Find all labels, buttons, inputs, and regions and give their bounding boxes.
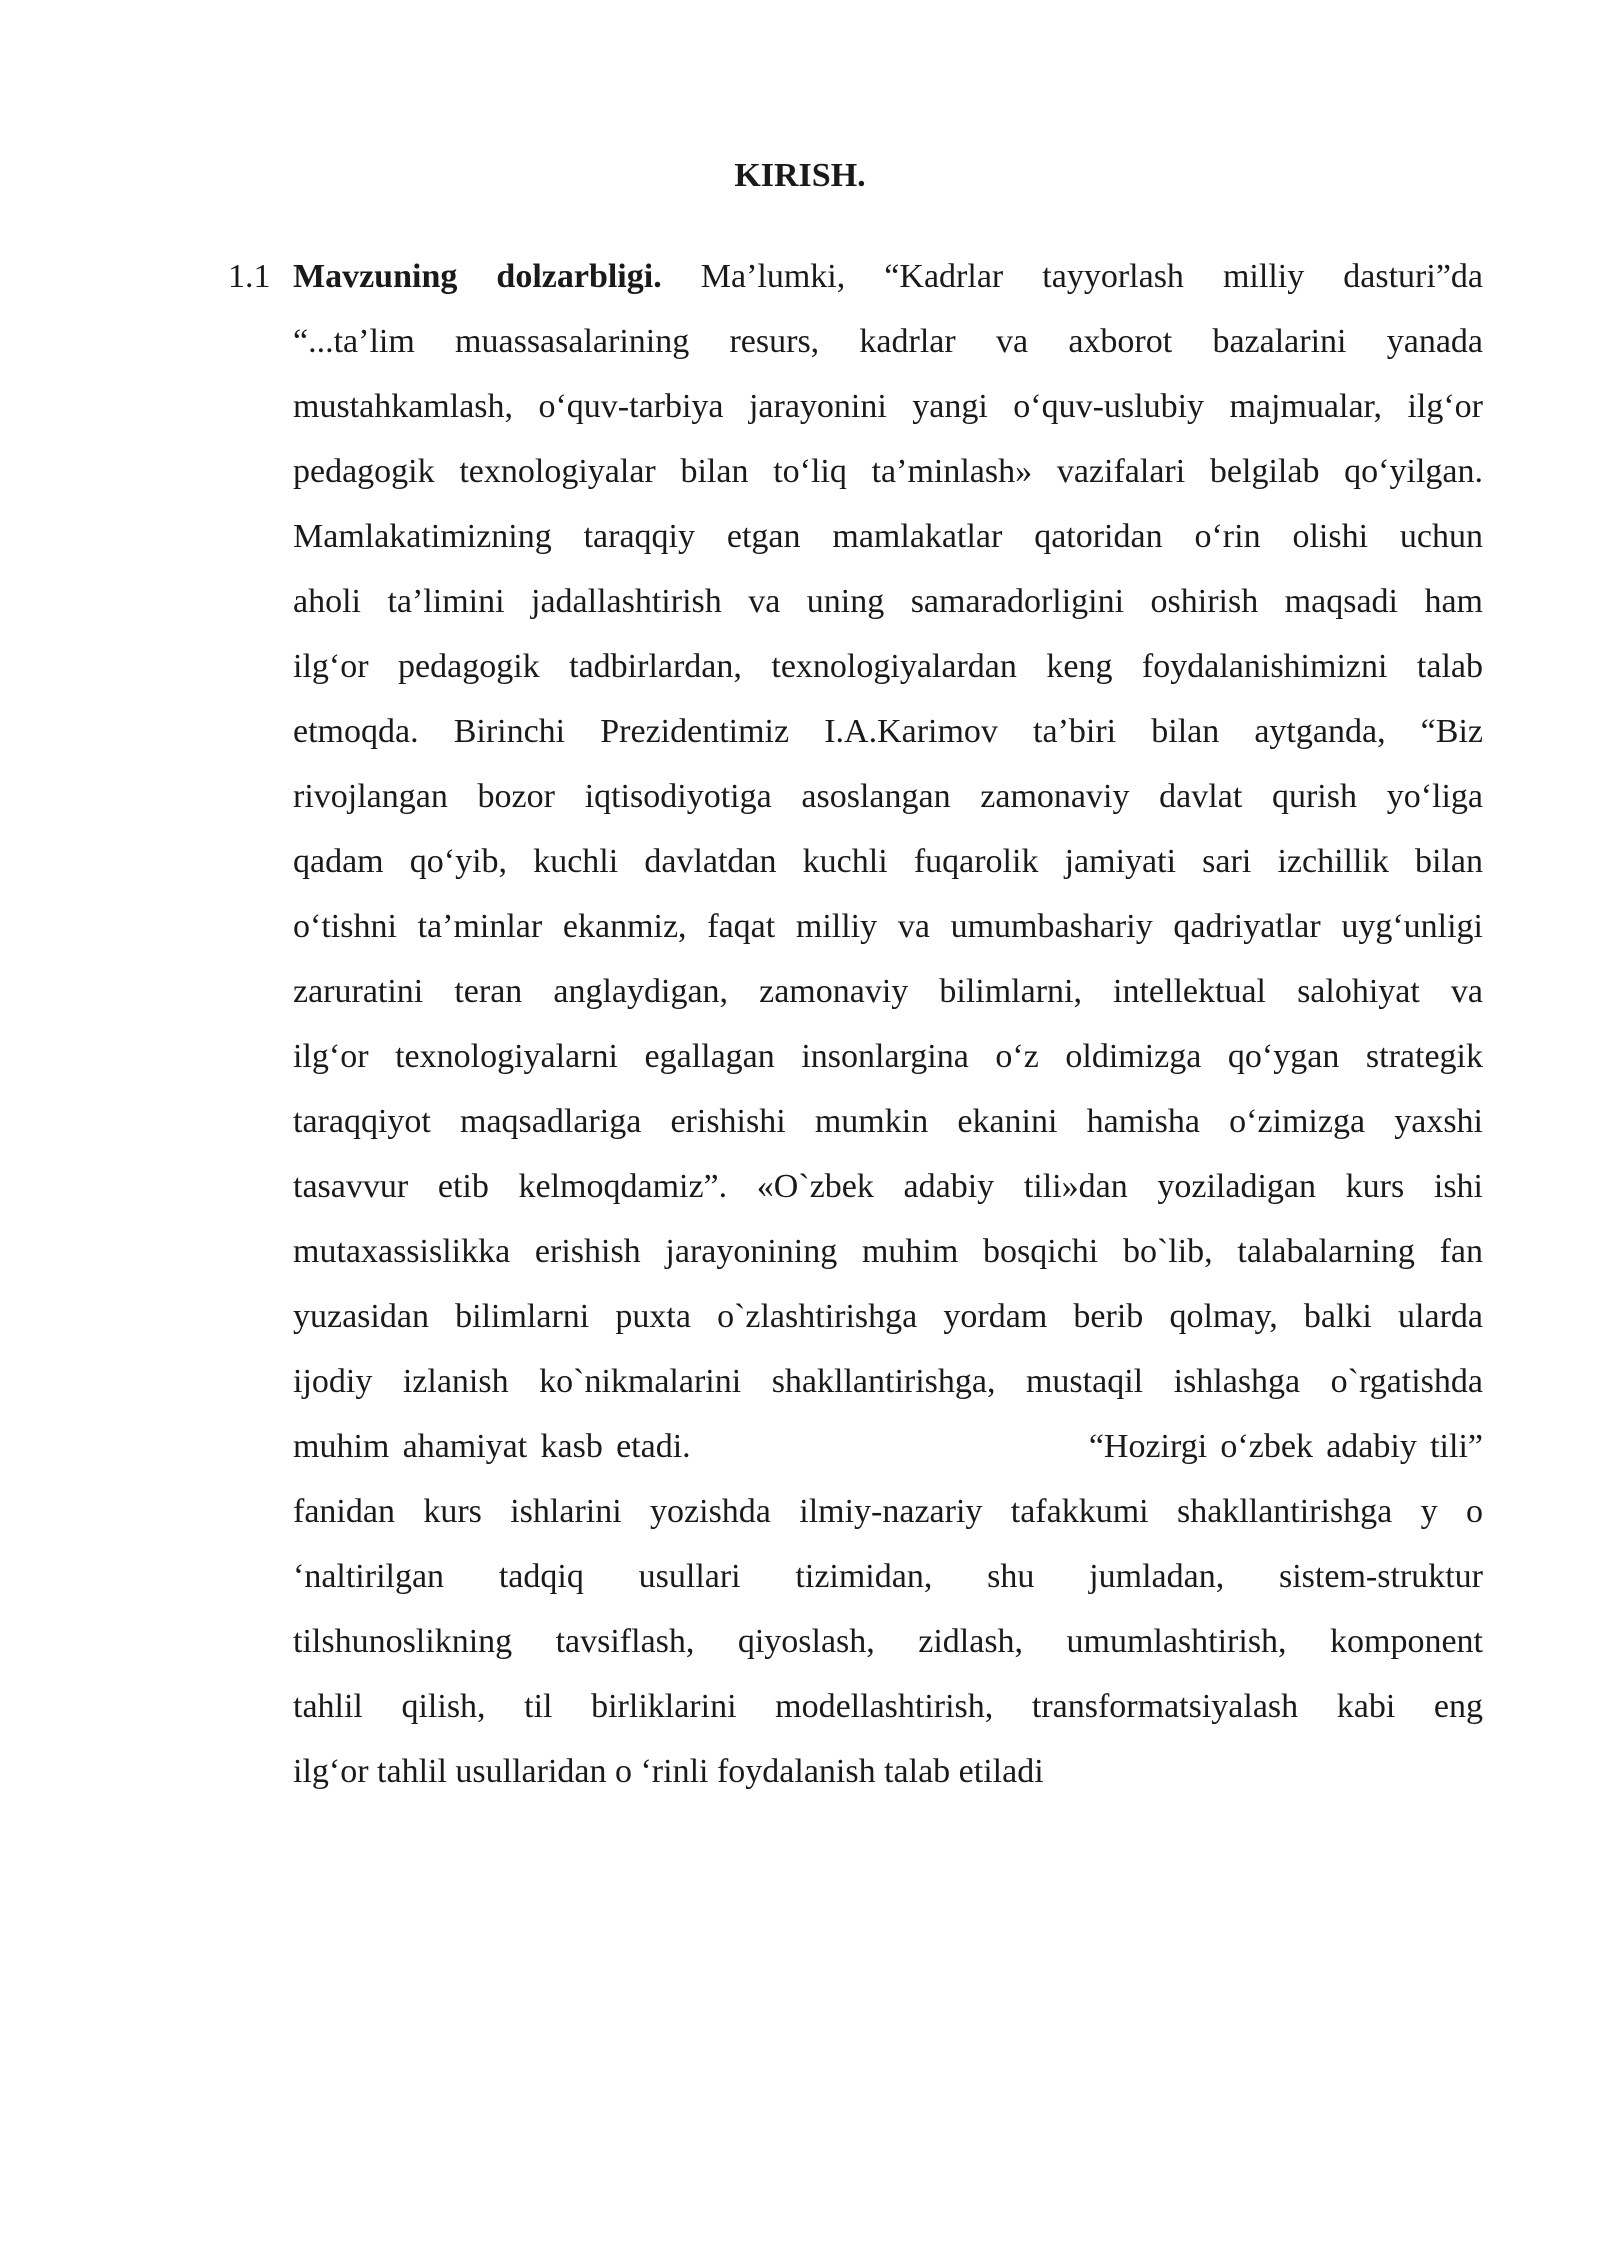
paragraph-line: yuzasidan bilimlarni puxta o`zlashtirishga yordam berib qolmay, balki ularda <box>293 1298 1483 1335</box>
paragraph-line: tilshunoslikning tavsiflash, qiyoslash, zidlash, umumlashtirish, komponent <box>293 1623 1483 1660</box>
paragraph-line: zaruratini teran anglaydigan, zamonaviy bilimlarni, intellektual salohiyat va <box>293 973 1483 1010</box>
page-title: KIRISH. <box>734 157 866 194</box>
paragraph-line: taraqqiyot maqsadlariga erishishi mumkin ekanini hamisha o‘zimizga yaxshi <box>293 1103 1483 1140</box>
paragraph-line: mustahkamlash, o‘quv-tarbiya jarayonini yangi o‘quv-uslubiy majmualar, ilg‘or <box>293 388 1483 425</box>
paragraph-line: tahlil qilish, til birliklarini modellashtirish, transformatsiyalash kabi eng <box>293 1688 1483 1725</box>
paragraph-line: etmoqda. Birinchi Prezidentimiz I.A.Karimov ta’biri bilan aytganda, “Biz <box>293 713 1483 750</box>
paragraph-line: ilg‘or pedagogik tadbirlardan, texnologiyalardan keng foydalanishimizni talab <box>293 648 1483 685</box>
paragraph-line: muhim ahamiyat kasb etadi. “Hozirgi o‘zbek adabiy tili” <box>293 1428 1483 1465</box>
paragraph-line: o‘tishni ta’minlar ekanmiz, faqat milliy va umumbashariy qadriyatlar uyg‘unligi <box>293 908 1483 945</box>
paragraph-line: aholi ta’limini jadallashtirish va uning samaradorligini oshirish maqsadi ham <box>293 583 1483 620</box>
paragraph-line: rivojlangan bozor iqtisodiyotiga asoslangan zamonaviy davlat qurish yo‘liga <box>293 778 1483 815</box>
paragraph-line: ilg‘or texnologiyalarni egallagan insonlargina o‘z oldimizga qo‘ygan strategik <box>293 1038 1483 1075</box>
paragraph-line: mutaxassislikka erishish jarayonining muhim bosqichi bo`lib, talabalarning fan <box>293 1233 1483 1270</box>
section-number: 1.1 <box>228 258 271 295</box>
paragraph-line: “...ta’lim muassasalarining resurs, kadrlar va axborot bazalarini yanada <box>293 323 1483 360</box>
paragraph-line: fanidan kurs ishlarini yozishda ilmiy-nazariy tafakkumi shakllantirishga y o <box>293 1493 1483 1530</box>
paragraph-line: ‘naltirilgan tadqiq usullari tizimidan, shu jumladan, sistem-struktur <box>293 1558 1483 1595</box>
paragraph-line <box>293 244 1483 309</box>
paragraph-line: qadam qo‘yib, kuchli davlatdan kuchli fuqarolik jamiyati sari izchillik bilan <box>293 843 1483 880</box>
paragraph-line: ilg‘or tahlil usullaridan o ‘rinli foydalanish talab etiladi <box>293 1753 1044 1790</box>
body-paragraph <box>293 244 1483 1804</box>
section-heading: Mavzuning dolzarbligi. <box>293 258 662 295</box>
line-text: Ma’lumki, “Kadrlar tayyorlash milliy dasturi”da <box>700 258 1483 295</box>
paragraph-line: pedagogik texnologiyalar bilan to‘liq ta’minlash» vazifalari belgilab qo‘yilgan. <box>293 453 1483 490</box>
paragraph-line: ijodiy izlanish ko`nikmalarini shakllantirishga, mustaqil ishlashga o`rgatishda <box>293 1363 1483 1400</box>
paragraph-line: Mamlakatimizning taraqqiy etgan mamlakatlar qatoridan o‘rin olishi uchun <box>293 518 1483 555</box>
paragraph-line: tasavvur etib kelmoqdamiz”. «O`zbek adabiy tili»dan yoziladigan kurs ishi <box>293 1168 1483 1205</box>
